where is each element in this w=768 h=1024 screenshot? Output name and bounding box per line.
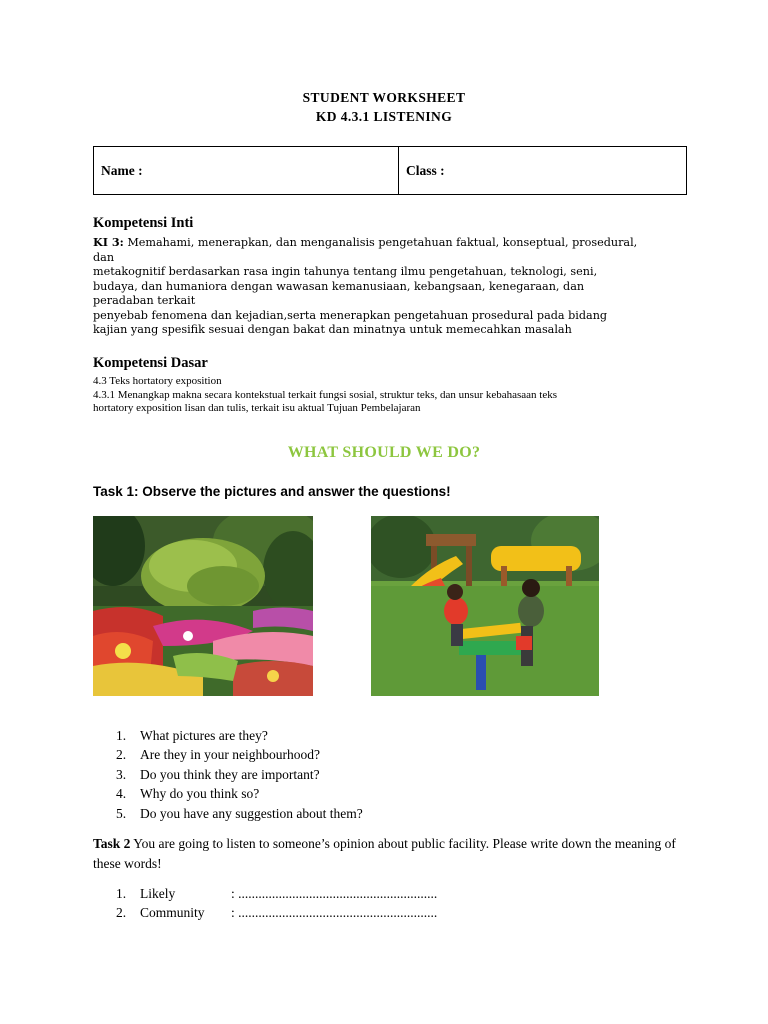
ki-line: kajian yang spesifik sesuai dengan bakat dan minatnya untuk memecahkan masalah [93, 323, 572, 336]
ki-line: peradaban terkait [93, 294, 196, 307]
list-item: 5. Do you have any suggestion about them? [116, 805, 363, 821]
class-label: Class : [406, 162, 445, 178]
ki-line: penyebab fenomena dan kejadian,serta menerapkan pengetahuan prosedural pada bidang [93, 308, 608, 322]
vocab-word: Community [140, 905, 205, 921]
task2-label: Task 2 [93, 836, 131, 851]
kompetensi-dasar-heading: Kompetensi Dasar [93, 355, 208, 371]
name-label: Name : [101, 162, 143, 178]
vocab-word: Likely [140, 886, 176, 901]
vocab-item: 1. Likely : ........................................................... [116, 884, 437, 903]
list-item: 2. Are they in your neighbourhood? [116, 747, 320, 763]
vocab-answer-blank[interactable]: : ........................................................... [231, 886, 438, 901]
kompetensi-dasar-text [93, 375, 653, 416]
list-item: 3. Do you think they are important? [116, 766, 320, 782]
worksheet-subtitle: KD 4.3.1 LISTENING [315, 109, 453, 124]
task1-text: Observe the pictures and answer the questions! [138, 484, 451, 499]
ki-line: budaya, dan humaniora dengan wawasan kemanusiaan, kebangsaan, kenegaraan, dan [93, 279, 585, 293]
ki-line: KI 3: Memahami, menerapkan, dan menganalisis pengetahuan faktual, konseptual, prosedural, [93, 235, 638, 249]
task1-instruction [93, 484, 451, 499]
playground-image [371, 516, 599, 696]
student-identity-table [93, 146, 687, 195]
vocab-answer-blank[interactable]: : ........................................................... [231, 905, 438, 921]
task2-text: You are going to listen to someone’s opinion about public facility. Please write down the meaning of these words! [93, 836, 676, 871]
task1-label: Task 1: [93, 484, 139, 499]
section-title: WHAT SHOULD WE DO? [287, 444, 481, 461]
list-item: 4. Why do you think so? [116, 786, 260, 802]
kd-line: 4.3.1 Menangkap makna secara kontekstual terkait fungsi sosial, struktur teks, dan unsur kebahasaan teks [93, 388, 558, 401]
ki-line: dan [93, 250, 115, 264]
kd-line: 4.3 Teks hortatory exposition [93, 375, 222, 387]
vocab-item: 2. Community : ........................................................... [116, 903, 437, 922]
kompetensi-inti-text [93, 235, 705, 338]
name-field[interactable] [94, 147, 399, 194]
task2-instruction [93, 834, 693, 873]
ki-line: metakognitif berdasarkan rasa ingin tahunya tentang ilmu pengetahuan, teknologi, seni, [93, 265, 598, 278]
kompetensi-inti-heading: Kompetensi Inti [93, 215, 194, 231]
kd-line: hortatory exposition lisan dan tulis, terkait isu aktual Tujuan Pembelajaran [93, 402, 421, 415]
task1-question-list [116, 726, 363, 823]
class-field[interactable] [399, 147, 686, 194]
flower-garden-image [93, 516, 313, 696]
vocabulary-list [116, 884, 437, 923]
worksheet-title: STUDENT WORKSHEET [302, 90, 466, 105]
list-item: 1. What pictures are they? [116, 728, 268, 743]
worksheet-title-block [0, 88, 768, 126]
ki-label: KI 3: [93, 235, 124, 249]
